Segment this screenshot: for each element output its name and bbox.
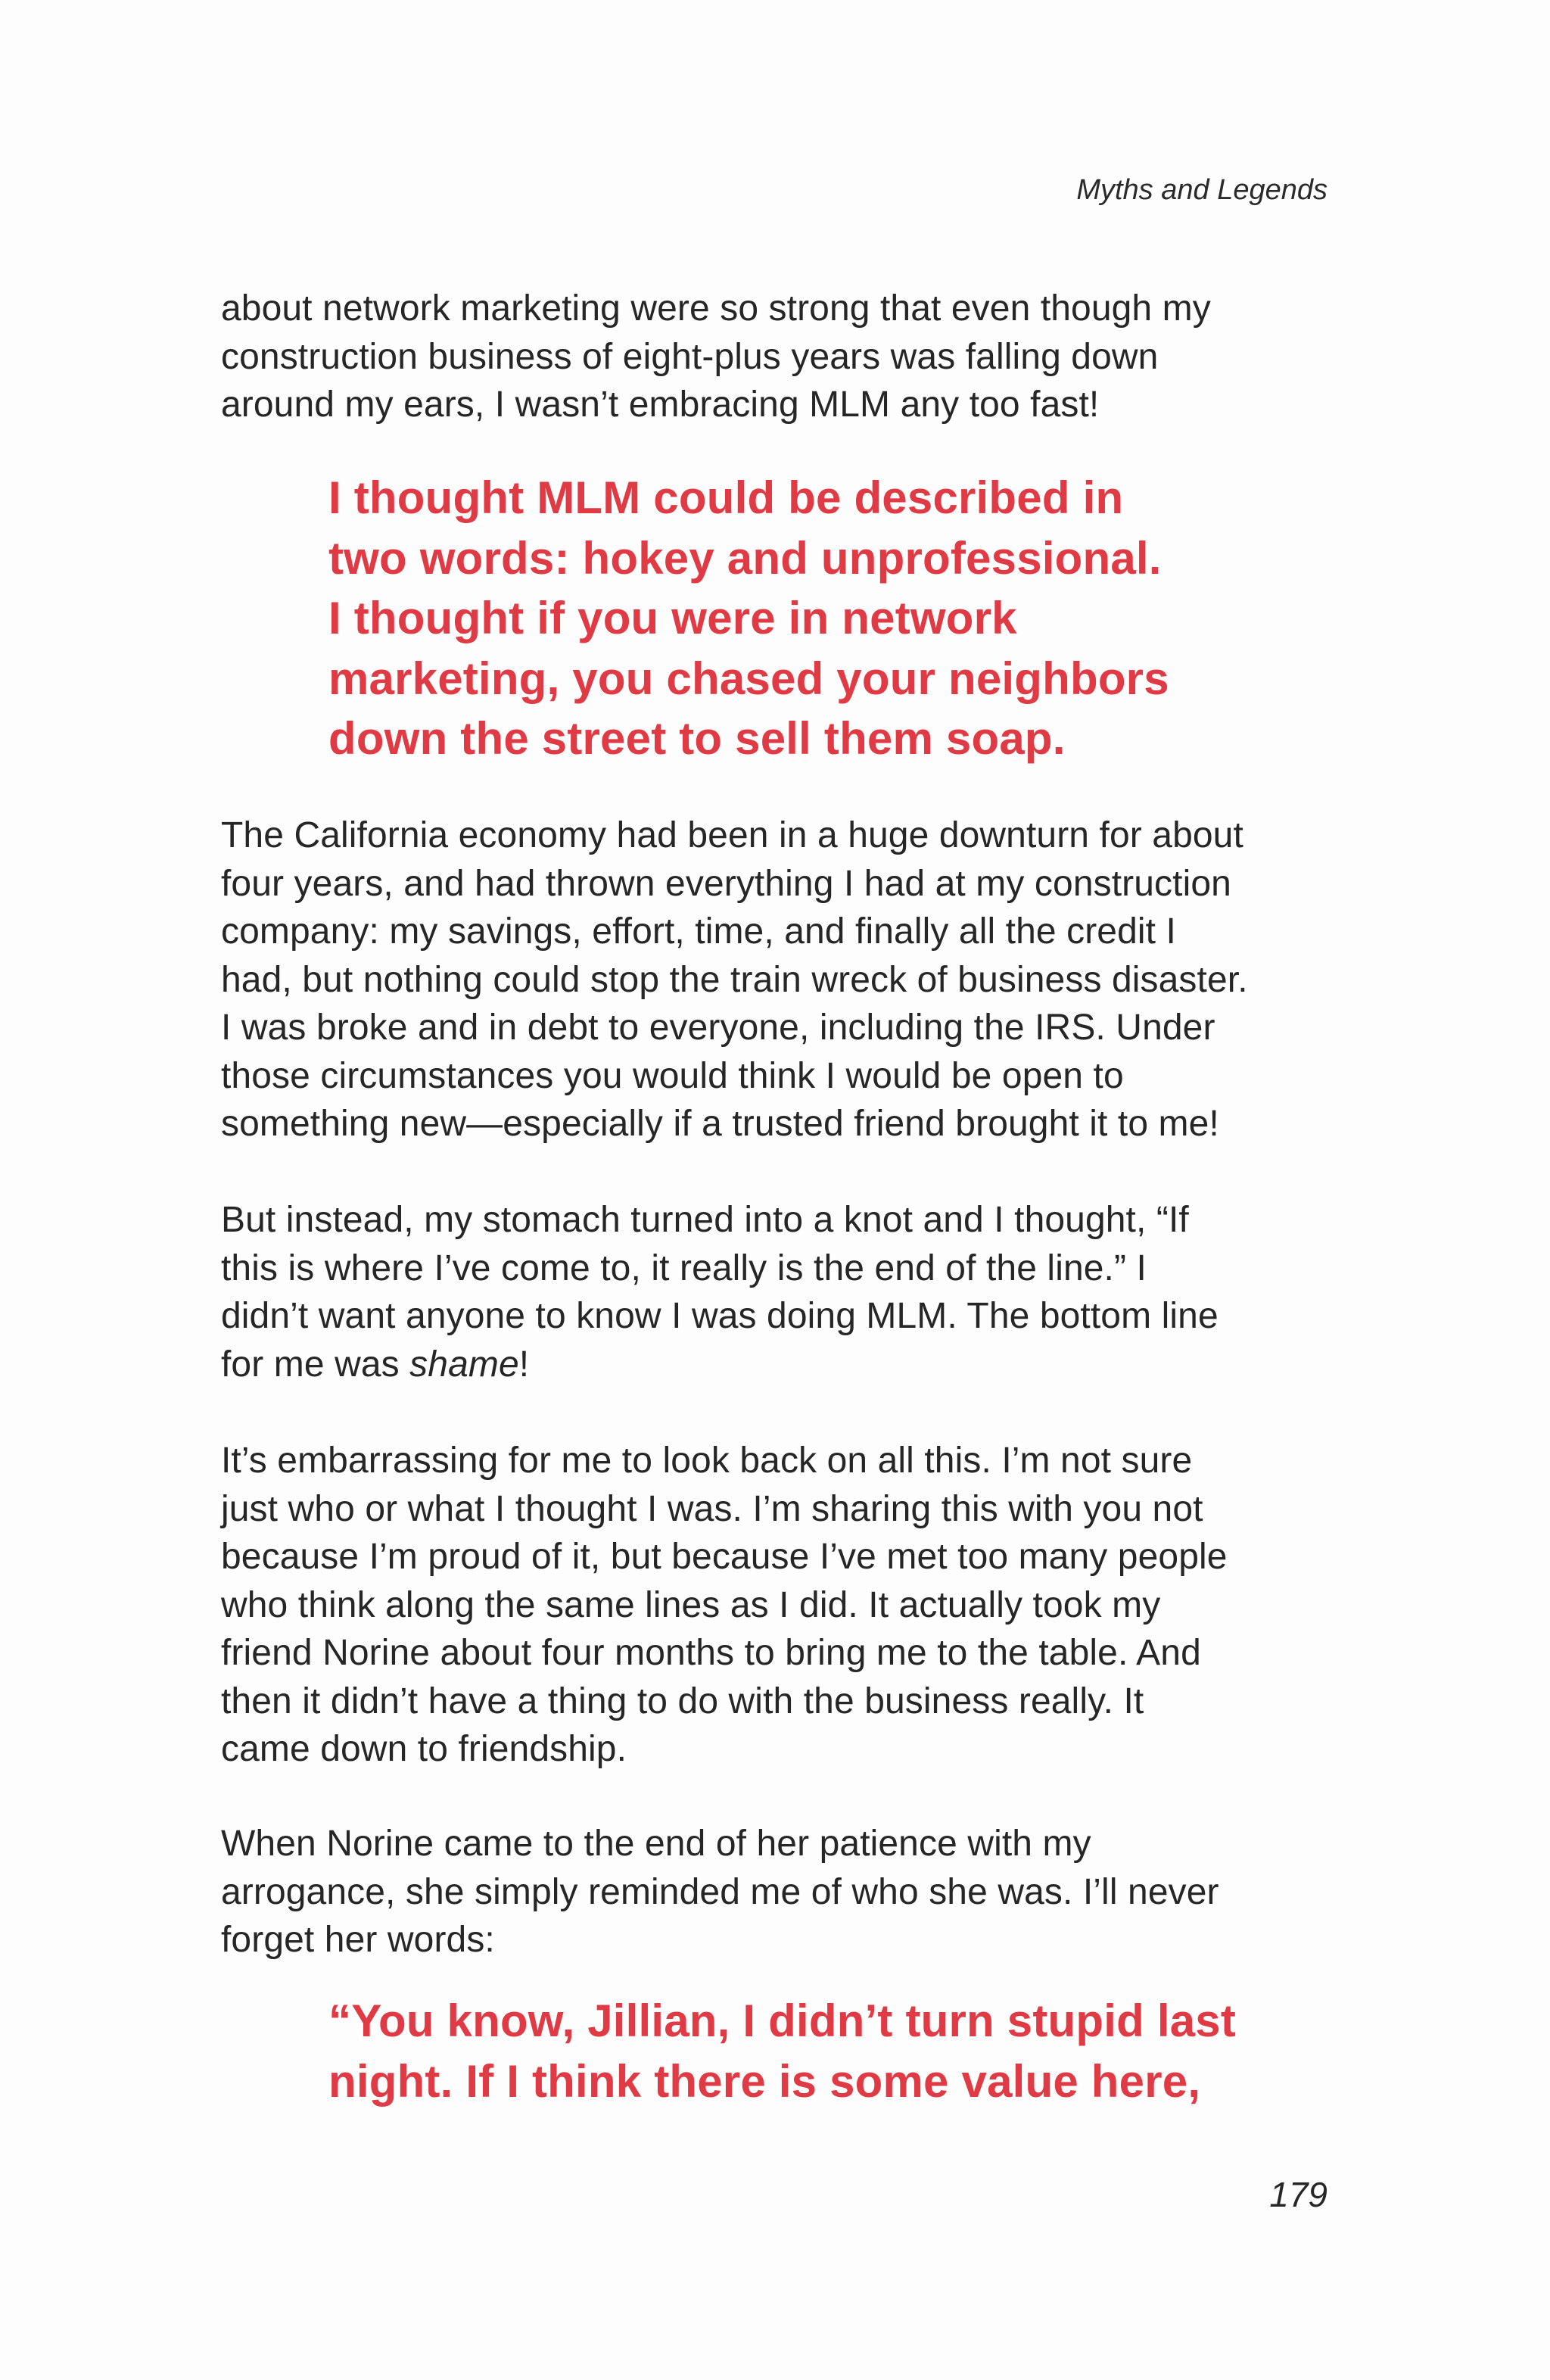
- pull-quote-1: [328, 468, 1388, 769]
- text-fragment: !: [518, 1344, 530, 1385]
- paragraph-5: [221, 1820, 1341, 1964]
- paragraph-2: [221, 812, 1341, 1148]
- text-line: The California economy had been in a huge downturn for about: [221, 815, 1243, 855]
- text-line: had, but nothing could stop the train wreck of business disaster.: [221, 959, 1248, 1000]
- paragraph-3: [221, 1196, 1341, 1388]
- text-line: this is where I’ve come to, it really is the end of the line.” I: [221, 1248, 1147, 1288]
- page-number: 179: [1269, 2175, 1327, 2214]
- text-line: because I’m proud of it, but because I’ve met too many people: [221, 1537, 1228, 1577]
- text-line: arrogance, she simply reminded me of who she was. I’ll never: [221, 1871, 1219, 1912]
- text-line: construction business of eight-plus years was falling down: [221, 336, 1159, 377]
- text-line: didn’t want anyone to know I was doing MLM. The bottom line: [221, 1296, 1219, 1336]
- quote-line: night. If I think there is some value here,: [328, 2055, 1201, 2107]
- text-line: then it didn’t have a thing to do with the business really. It: [221, 1681, 1144, 1721]
- text-line: I was broke and in debt to everyone, including the IRS. Under: [221, 1008, 1215, 1048]
- text-line: [221, 1341, 1341, 1389]
- text-line: But instead, my stomach turned into a knot and I thought, “If: [221, 1200, 1189, 1240]
- text-line: four years, and had thrown everything I had at my construction: [221, 863, 1231, 904]
- quote-line: I thought MLM could be described in: [328, 472, 1124, 523]
- quote-line: “You know, Jillian, I didn’t turn stupid last: [328, 1995, 1237, 2046]
- paragraph-1: [221, 285, 1341, 429]
- text-line: those circumstances you would think I would be open to: [221, 1055, 1124, 1096]
- quote-line: marketing, you chased your neighbors: [328, 653, 1169, 704]
- text-line: It’s embarrassing for me to look back on all this. I’m not sure: [221, 1441, 1193, 1481]
- text-line: just who or what I thought I was. I’m sharing this with you not: [221, 1488, 1203, 1529]
- paragraph-4: [221, 1437, 1341, 1774]
- emphasis-text: shame: [409, 1344, 519, 1385]
- text-fragment: for me was: [221, 1344, 410, 1385]
- text-line: something new—especially if a trusted friend brought it to me!: [221, 1104, 1219, 1144]
- text-line: friend Norine about four months to bring me to the table. And: [221, 1633, 1201, 1673]
- text-line: about network marketing were so strong that even though my: [221, 288, 1211, 329]
- text-line: around my ears, I wasn’t embracing MLM any too fast!: [221, 385, 1100, 425]
- quote-line: two words: hokey and unprofessional.: [328, 532, 1162, 584]
- quote-line: I thought if you were in network: [328, 593, 1017, 643]
- text-line: company: my savings, effort, time, and finally all the credit I: [221, 911, 1176, 952]
- text-line: forget her words:: [221, 1920, 495, 1960]
- pull-quote-2: [328, 1991, 1388, 2111]
- quote-line: down the street to sell them soap.: [328, 713, 1066, 764]
- text-line: When Norine came to the end of her patience with my: [221, 1824, 1091, 1864]
- text-line: came down to friendship.: [221, 1729, 627, 1769]
- text-line: who think along the same lines as I did. It actually took my: [221, 1584, 1161, 1625]
- running-head: Myths and Legends: [1076, 174, 1327, 206]
